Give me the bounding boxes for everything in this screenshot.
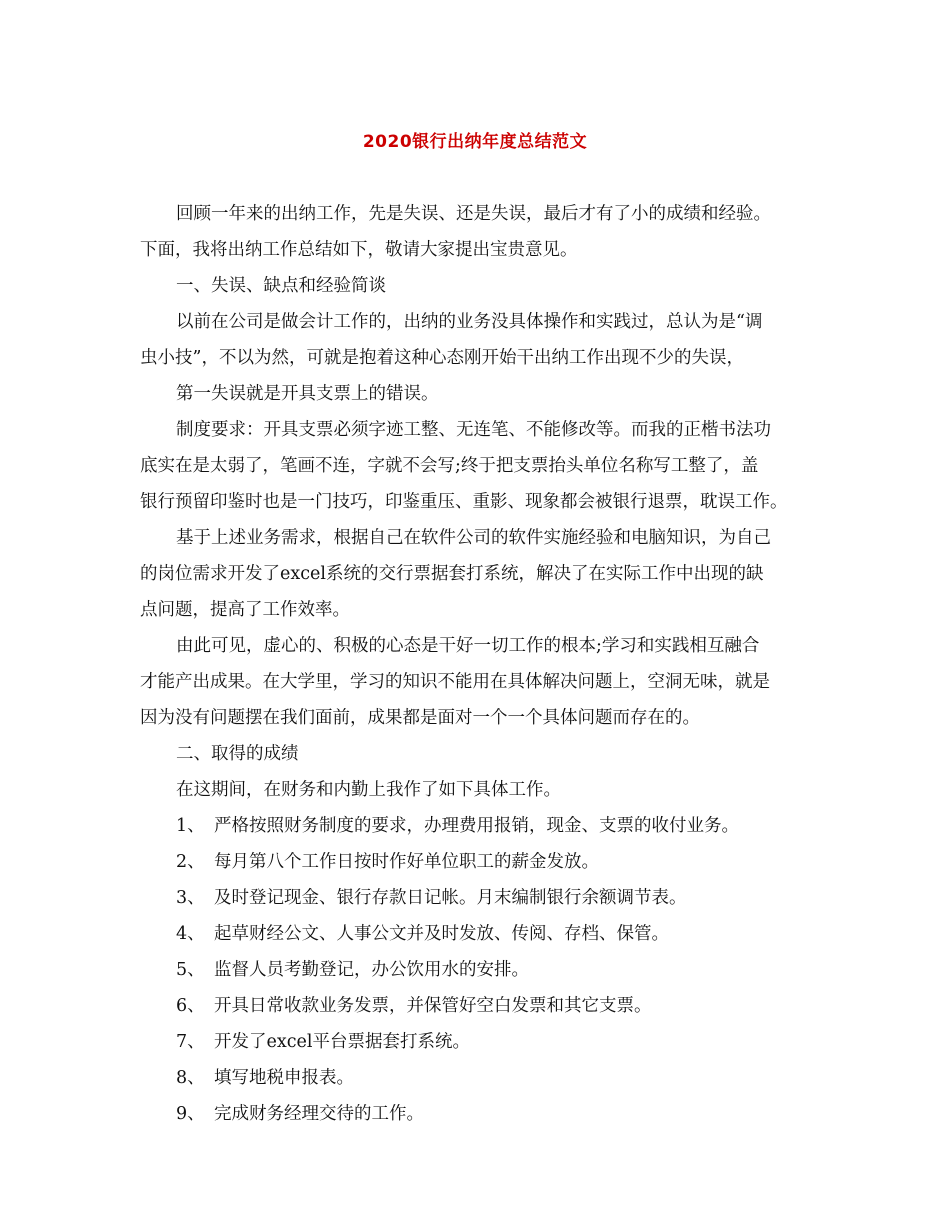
list-item (140, 1060, 816, 1096)
paragraph-line: 以前在公司是做会计工作的，出纳的业务没具体操作和实践过，总认为是“调 (176, 312, 763, 332)
section-heading: 一、失误、缺点和经验简谈 (176, 276, 386, 296)
list-item-number: 7、 (176, 1032, 205, 1052)
list-item-number: 2、 (176, 852, 205, 872)
list-item (140, 988, 816, 1024)
paragraph-line: 由此可见，虚心的、积极的心态是干好一切工作的根本;学习和实践相互融合 (176, 636, 760, 656)
list-item (140, 1024, 816, 1060)
list-item (140, 844, 816, 880)
list-item-number: 6、 (176, 996, 205, 1016)
list-item-number: 5、 (176, 960, 205, 980)
list-item-number: 1、 (176, 816, 205, 836)
paragraph-line: 银行预留印鉴时也是一门技巧，印鉴重压、重影、现象都会被银行退票，耽误工作。 (140, 492, 788, 512)
list-item-text: 监督人员考勤登记，办公饮用水的安排。 (214, 960, 529, 980)
list-item (140, 880, 816, 916)
paragraph-line: 下面，我将出纳工作总结如下，敬请大家提出宝贵意见。 (140, 240, 578, 260)
list-item-text: 开发了excel平台票据套打系统。 (214, 1032, 470, 1052)
list-item (140, 916, 816, 952)
list-item (140, 1096, 816, 1132)
paragraph-line: 才能产出成果。在大学里，学习的知识不能用在具体解决问题上，空洞无味，就是 (140, 672, 770, 692)
list-item-text: 开具日常收款业务发票，并保管好空白发票和其它支票。 (214, 996, 652, 1016)
list-item-number: 3、 (176, 888, 205, 908)
list-item-number: 8、 (176, 1068, 205, 1088)
list-item-text: 完成财务经理交待的工作。 (214, 1104, 424, 1124)
paragraph-line: 基于上述业务需求，根据自己在软件公司的软件实施经验和电脑知识，为自己 (176, 528, 771, 548)
list-item-text: 填写地税申报表。 (214, 1068, 354, 1088)
document-body (140, 196, 816, 1132)
list-item-text: 及时登记现金、银行存款日记帐。月末编制银行余额调节表。 (214, 888, 687, 908)
paragraph-line: 底实在是太弱了，笔画不连，字就不会写;终于把支票抬头单位名称写工整了，盖 (140, 456, 759, 476)
paragraph-line: 在这期间，在财务和内勤上我作了如下具体工作。 (176, 780, 561, 800)
list-item-number: 4、 (176, 924, 205, 944)
list-item-text: 严格按照财务制度的要求，办理费用报销，现金、支票的收付业务。 (214, 816, 739, 836)
list-item-text: 每月第八个工作日按时作好单位职工的薪金发放。 (214, 852, 599, 872)
section-heading: 二、取得的成绩 (176, 744, 299, 764)
paragraph-line: 制度要求：开具支票必须字迹工整、无连笔、不能修改等。而我的正楷书法功 (176, 420, 771, 440)
paragraph-line: 回顾一年来的出纳工作，先是失误、还是失误，最后才有了小的成绩和经验。 (176, 204, 771, 224)
paragraph-line: 因为没有问题摆在我们面前，成果都是面对一个一个具体问题而存在的。 (140, 708, 700, 728)
list-item-text: 起草财经公文、人事公文并及时发放、传阅、存档、保管。 (214, 924, 669, 944)
paragraph-line: 的岗位需求开发了excel系统的交行票据套打系统，解决了在实际工作中出现的缺 (140, 564, 764, 584)
list-item-number: 9、 (176, 1104, 205, 1124)
paragraph-line: 点问题，提高了工作效率。 (140, 600, 350, 620)
paragraph-line: 第一失误就是开具支票上的错误。 (176, 384, 439, 404)
list-item (140, 952, 816, 988)
document-title: 2020银行出纳年度总结范文 (362, 132, 588, 152)
paragraph-line: 虫小技”，不以为然，可就是抱着这种心态刚开始干出纳工作出现不少的失误， (140, 348, 744, 368)
list-item (140, 808, 816, 844)
